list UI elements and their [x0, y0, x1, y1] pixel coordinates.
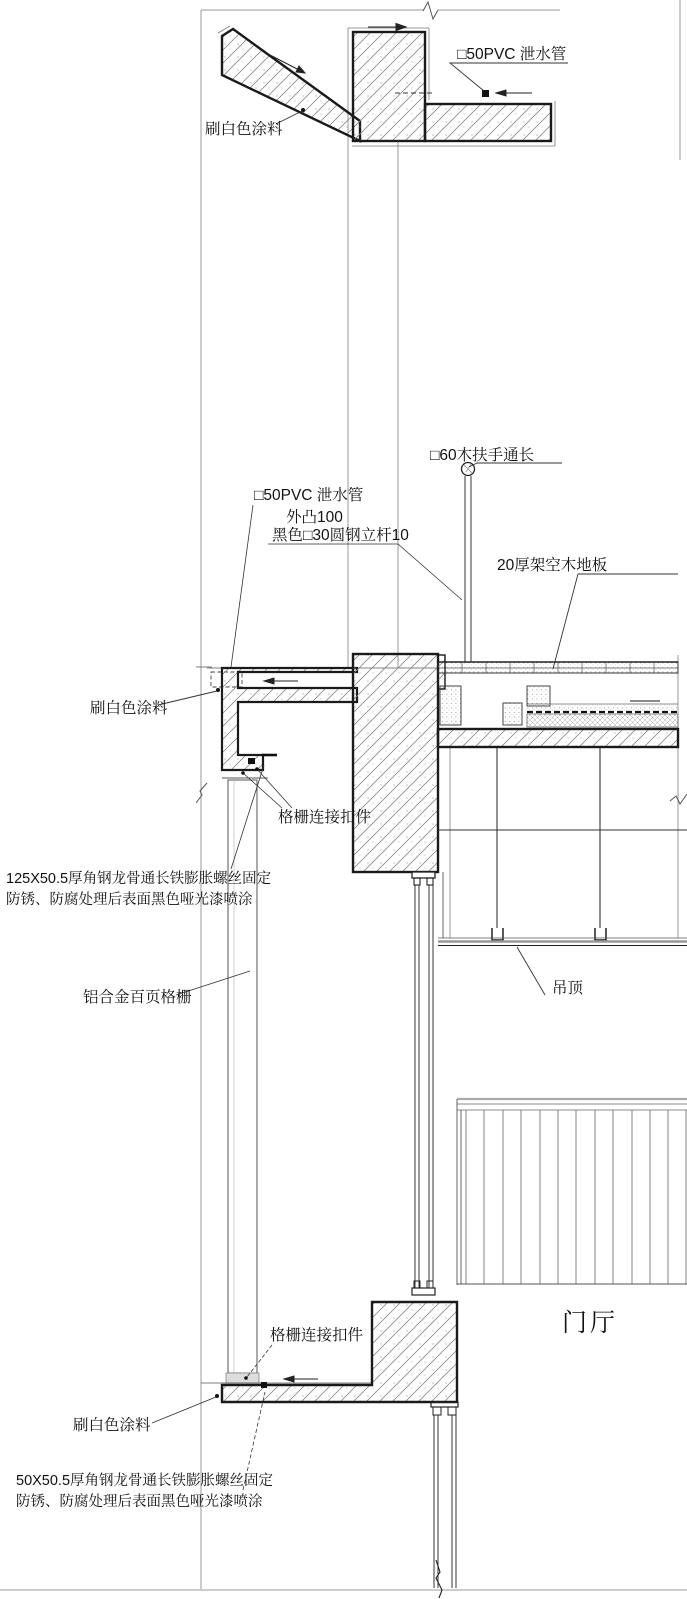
- louver-slats: [466, 1110, 686, 1284]
- angle-steel-125-line1: 125X50.5厚角钢龙骨通长铁膨胀螺丝固定: [6, 871, 272, 887]
- handrail-label: □60木扶手通长: [430, 447, 535, 464]
- leader-bottom-paint: [152, 1397, 216, 1423]
- steel-post-label: 黑色□30圆钢立杆10: [272, 527, 409, 544]
- mullion-upper: [412, 872, 435, 1295]
- angle-steel-50-line2: 防锈、防腐处理后表面黑色哑光漆喷涂: [16, 1494, 263, 1510]
- ceiling-label: 吊顶: [552, 980, 584, 997]
- leader-wood-floor: [553, 574, 678, 669]
- top-structure: [205, 24, 568, 147]
- middle-floor: [90, 555, 678, 872]
- mullion-lines-lower: [434, 1415, 456, 1588]
- louver-label: 铝合金百页格栅: [83, 989, 192, 1006]
- angle-steel-50-line1: 50X50.5厚角钢龙骨通长铁膨胀螺丝固定: [16, 1473, 274, 1489]
- label-bottom-paint: [73, 1394, 219, 1434]
- louver-outline: [228, 780, 257, 1373]
- top-slab: [425, 104, 551, 141]
- leaders-grille-mid: [243, 769, 292, 808]
- wood-floor-label: 20厚架空木地板: [497, 557, 608, 574]
- drain-outlet-marker: [482, 90, 489, 97]
- mid-paint-label: 刷白色涂料: [90, 700, 168, 717]
- louver-bottom-connector: [226, 1373, 259, 1383]
- grille-connector-mid-label: 格栅连接扣件: [278, 809, 372, 826]
- leader-steel-post: [268, 544, 462, 600]
- label-top-drain: [450, 45, 568, 91]
- leader-grille-bottom: [247, 1345, 272, 1377]
- angle-steel-125-line2: 防锈、防腐处理后表面黑色哑光漆喷涂: [6, 892, 253, 908]
- connector-dot-bottom: [261, 1382, 267, 1388]
- label-wood-floor: [497, 555, 678, 669]
- break-mullion-bottom: [436, 1560, 442, 1598]
- leader-mid-drain: [231, 505, 253, 667]
- label-mid-stack: [231, 486, 462, 667]
- label-handrail: [430, 446, 562, 467]
- label-angle-steel-50: [16, 1392, 273, 1510]
- louver-band-right: [457, 1099, 687, 1337]
- top-paint-label: 刷白色涂料: [205, 121, 283, 138]
- mullion-lower: [431, 1402, 458, 1598]
- grille-connector-bottom-label: 格栅连接扣件: [270, 1327, 364, 1344]
- floor-layers: [527, 701, 678, 727]
- label-ceiling: [517, 947, 584, 997]
- ceiling-zone: [438, 747, 687, 997]
- label-grille-connector-bottom: [244, 1326, 363, 1380]
- interior-slab: [438, 729, 678, 747]
- mid-drain-label: □50PVC 泄水管: [254, 487, 364, 504]
- concrete-beam: [353, 654, 438, 872]
- connector-dot-mid: [248, 758, 255, 764]
- room-label: 门厅: [562, 1309, 619, 1337]
- mullion-lines-upper: [415, 885, 433, 1288]
- protrusion-label: 外凸100: [286, 509, 343, 526]
- parapet-upstand: [353, 32, 425, 141]
- railing-post: [465, 476, 471, 662]
- bottom-paint-label: 刷白色涂料: [73, 1417, 151, 1434]
- ceiling-hangers: [497, 747, 600, 928]
- leader-top-drain: [450, 63, 568, 91]
- label-top-paint: [205, 108, 305, 138]
- break-top: [423, 2, 438, 19]
- label-louver: [83, 971, 250, 1006]
- leader-angle-125: [231, 765, 264, 869]
- gutter-arrow-bottom: [284, 1376, 318, 1382]
- insulation-layer: [527, 714, 678, 727]
- top-drain-label: □50PVC 泄水管: [457, 46, 567, 63]
- bottom-structure: [16, 1302, 457, 1510]
- gutter-arrow-mid: [264, 678, 298, 684]
- label-angle-steel-125: [6, 765, 271, 908]
- louver-column: [6, 765, 271, 1383]
- raised-wood-deck: [438, 662, 678, 673]
- leader-ceiling: [517, 947, 545, 995]
